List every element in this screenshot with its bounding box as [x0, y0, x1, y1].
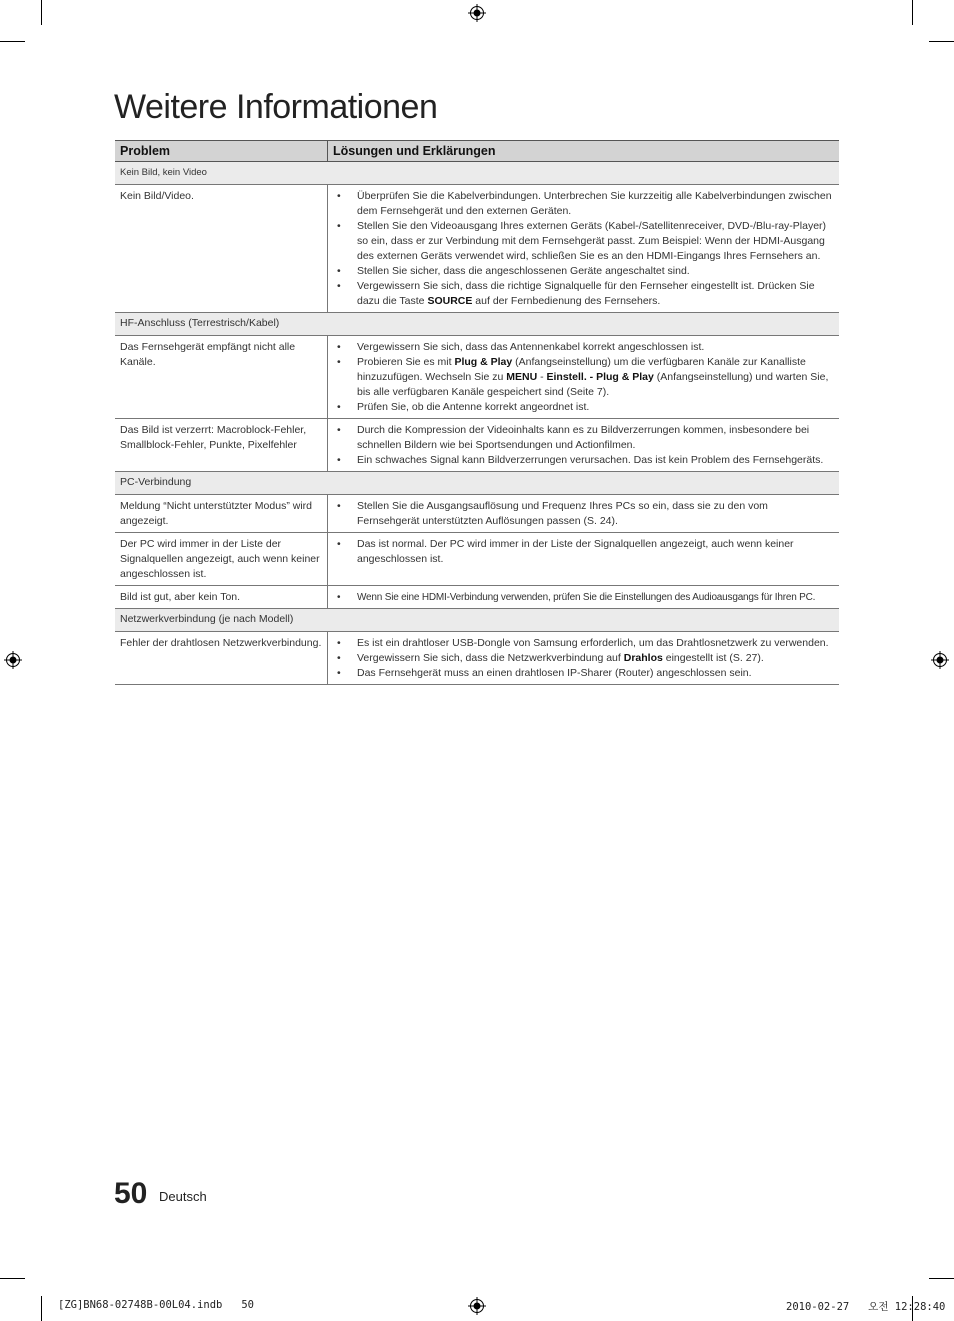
table-row: [115, 495, 839, 533]
solution-cell: [328, 185, 840, 313]
solution-item: • Ein schwaches Signal kann Bildverzerrungen verursachen. Das ist kein Problem des Fernsehgeräts.: [335, 453, 833, 468]
table-row: [115, 336, 839, 419]
solution-text: -: [537, 371, 547, 383]
solution-text: auf der Fernbedienung des Fernsehers.: [472, 295, 661, 307]
solution-cell: [328, 336, 840, 419]
header-problem: Problem: [115, 141, 328, 162]
solution-text: Vergewissern Sie sich, dass die richtige Signalquelle für den Fernseher eingestellt ist. Drücken Sie dazu die Taste: [357, 280, 815, 307]
solution-text: (Anfangseinstellung) um die verfügbaren Kanäle zur Kanalliste hinzuzufügen. Wechseln Sie zu: [357, 356, 806, 383]
solution-item: [335, 355, 833, 400]
solution-item: • Stellen Sie sicher, dass die angeschlossenen Geräte angeschaltet sind.: [335, 264, 833, 279]
section-title: PC-Verbindung: [115, 472, 839, 495]
solution-cell: [328, 533, 840, 586]
header-solutions: Lösungen und Erklärungen: [328, 141, 840, 162]
solution-item: • Das ist normal. Der PC wird immer in der Liste der Signalquellen angezeigt, auch wenn keiner angeschlossen ist.: [335, 537, 833, 567]
solution-list: [335, 189, 833, 309]
problem-cell: Kein Bild/Video.: [115, 185, 328, 313]
solution-item: • Stellen Sie die Ausgangsauflösung und Frequenz Ihres PCs so ein, dass sie zu den vom Fernsehgerät unterstützten Auflösungen passen (S. 24).: [335, 499, 833, 529]
troubleshooting-table: [115, 140, 839, 685]
key-label: MENU: [506, 371, 538, 383]
table-row: [115, 419, 839, 472]
registration-mark-icon: [931, 651, 949, 669]
solution-text: Vergewissern Sie sich, dass die Netzwerkverbindung auf: [357, 652, 624, 664]
section-title: HF-Anschluss (Terrestrisch/Kabel): [115, 313, 839, 336]
table-row: [115, 185, 839, 313]
solution-list: [335, 537, 833, 567]
solution-item: • Das Fernsehgerät muss an einen drahtlosen IP-Sharer (Router) angeschlossen sein.: [335, 666, 833, 681]
page-language: Deutsch: [159, 1189, 207, 1204]
crop-mark: [0, 1278, 25, 1279]
key-label: Einstell. - Plug & Play: [546, 371, 654, 383]
problem-cell: Der PC wird immer in der Liste der Signalquellen angezeigt, auch wenn keiner angeschlossen ist.: [115, 533, 328, 586]
solution-cell: [328, 586, 840, 609]
key-label: Drahlos: [623, 652, 663, 664]
problem-cell: Das Fernsehgerät empfängt nicht alle Kanäle.: [115, 336, 328, 419]
table-row: [115, 586, 839, 609]
crop-mark: [41, 1296, 42, 1321]
crop-mark: [0, 41, 25, 42]
solution-list: [335, 499, 833, 529]
section-title: Netzwerkverbindung (je nach Modell): [115, 609, 839, 632]
section-title: Kein Bild, kein Video: [115, 162, 839, 185]
solution-cell: [328, 419, 840, 472]
problem-cell: Das Bild ist verzerrt: Macroblock-Fehler, Smallblock-Fehler, Punkte, Pixelfehler: [115, 419, 328, 472]
page-title: Weitere Informationen: [114, 88, 438, 126]
section-row: [115, 472, 839, 495]
solution-item: • Wenn Sie eine HDMI-Verbindung verwenden, prüfen Sie die Einstellungen des Audioausgangs für Ihren PC.: [335, 590, 833, 605]
section-row: [115, 313, 839, 336]
registration-mark-icon: [468, 1297, 486, 1315]
table-header-row: [115, 141, 839, 162]
solution-cell: [328, 495, 840, 533]
key-label: SOURCE: [427, 295, 473, 307]
solution-item: [335, 651, 833, 666]
section-row: [115, 162, 839, 185]
solution-item: • Vergewissern Sie sich, dass das Antennenkabel korrekt angeschlossen ist.: [335, 340, 833, 355]
solution-item: • Durch die Kompression der Videoinhalts kann es zu Bildverzerrungen kommen, insbesondere bei schnellen Bildern wie bei Sportsendungen und Actionfilmen.: [335, 423, 833, 453]
page-number: 50: [114, 1177, 148, 1210]
solution-list: [335, 340, 833, 415]
crop-mark: [929, 41, 954, 42]
key-label: Plug & Play: [454, 356, 513, 368]
crop-mark: [929, 1278, 954, 1279]
print-slug-file: [ZG]BN68-02748B-00L04.indb 50: [58, 1299, 254, 1311]
solution-item: • Prüfen Sie, ob die Antenne korrekt angeordnet ist.: [335, 400, 833, 415]
solution-item: • Stellen Sie den Videoausgang Ihres externen Geräts (Kabel-/Satellitenreceiver, DVD-/Blu-ray-Player) so ein, dass er zur Verbindung mit dem Fernsehgerät passt. Zum Beispiel: Wenn der HDMI-Ausgang des externen Geräts verwendet wird, schließen Sie es an den HDMI-Eingangs Ihres Fernsehers an.: [335, 219, 833, 264]
solution-text: Probieren Sie es mit: [357, 356, 455, 368]
crop-mark: [912, 0, 913, 25]
crop-mark: [41, 0, 42, 25]
solution-item: • Es ist ein drahtloser USB-Dongle von Samsung erforderlich, um das Drahtlosnetzwerk zu verwenden.: [335, 636, 833, 651]
table-row: [115, 632, 839, 685]
section-row: [115, 609, 839, 632]
solution-list: [335, 636, 833, 681]
solution-item: • Überprüfen Sie die Kabelverbindungen. Unterbrechen Sie kurzzeitig alle Kabelverbindungen zwischen dem Fernsehgerät und den externen Geräten.: [335, 189, 833, 219]
problem-cell: Bild ist gut, aber kein Ton.: [115, 586, 328, 609]
solution-text: (Anfangseinstellung) und warten Sie, bis alle verfügbaren Kanäle gespeichert sind (Seite 7).: [357, 371, 829, 398]
table-row: [115, 533, 839, 586]
solution-cell: [328, 632, 840, 685]
solution-list: [335, 423, 833, 468]
problem-cell: Meldung “Nicht unterstützter Modus” wird angezeigt.: [115, 495, 328, 533]
registration-mark-icon: [4, 651, 22, 669]
solution-text: eingestellt ist (S. 27).: [662, 652, 764, 664]
solution-list: [335, 590, 833, 605]
print-slug-date: 2010-02-27 오전 12:28:40: [786, 1301, 946, 1313]
registration-mark-icon: [468, 4, 486, 22]
problem-cell: Fehler der drahtlosen Netzwerkverbindung.: [115, 632, 328, 685]
solution-item: [335, 279, 833, 309]
